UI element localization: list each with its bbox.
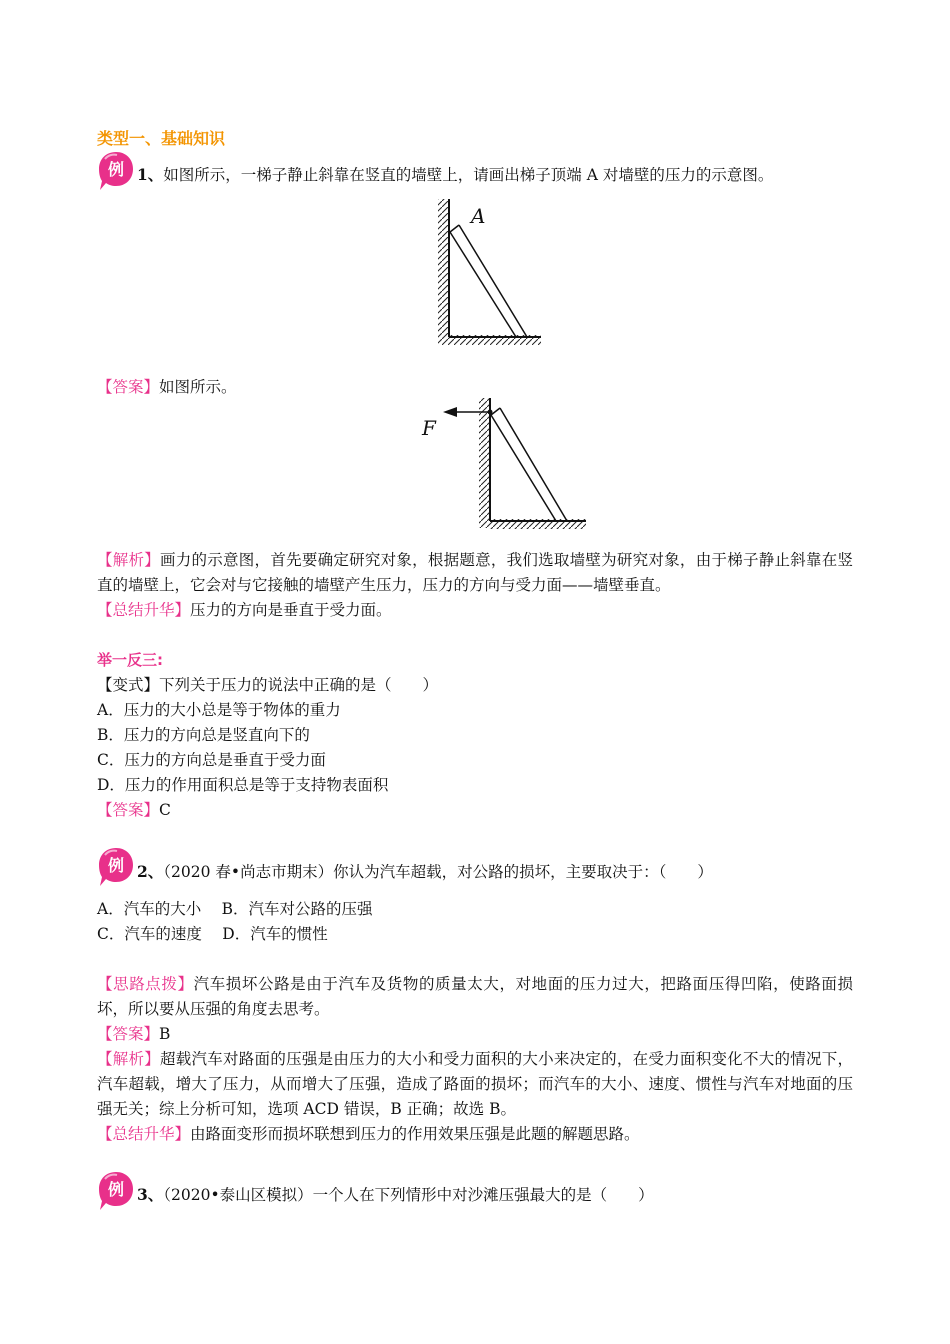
fig-label-f: F xyxy=(422,416,436,440)
q2-hint-text: 汽车损坏公路是由于汽车及货物的质量太大，对地面的压力过大，把路面压得凹陷，使路面损坏，所以要从压强的角度去思考。 xyxy=(97,975,853,1018)
q2-summary-text: 由路面变形而损坏联想到压力的作用效果压强是此题的解题思路。 xyxy=(190,1125,640,1143)
q2-stem xyxy=(137,859,713,885)
q2-hint xyxy=(97,972,853,1022)
badge-char: 例 xyxy=(107,856,125,875)
answer-tag: 【答案】 xyxy=(97,378,160,396)
example-badge-icon xyxy=(97,846,135,888)
q2-summary xyxy=(97,1122,640,1147)
answer-tag: 【答案】 xyxy=(97,1025,160,1043)
q1-answer xyxy=(97,375,237,400)
q2-text: （2020 春•尚志市期末）你认为汽车超载，对公路的损坏，主要取决于：（ ） xyxy=(163,863,713,881)
example-badge-icon xyxy=(97,1170,135,1212)
fig-label-a: A xyxy=(471,204,486,228)
summary-tag: 【总结升华】 xyxy=(97,1125,191,1143)
section-title: 类型一、基础知识 xyxy=(97,129,226,148)
variant-option-a: A．压力的大小总是等于物体的重力 xyxy=(97,701,341,719)
q2-number: 2、 xyxy=(137,862,164,881)
q1-stem xyxy=(137,162,773,188)
q1-analysis-text: 画力的示意图，首先要确定研究对象，根据题意，我们选取墙壁为研究对象，由于梯子静止斜靠在竖直的墙壁上，它会对与它接触的墙壁产生压力，压力的方向与受力面——墙壁垂直。 xyxy=(97,551,853,594)
variant-answer-text: C xyxy=(159,801,171,819)
badge-char: 例 xyxy=(107,160,125,179)
force-figure xyxy=(415,395,590,535)
variant-answer xyxy=(97,798,171,823)
q3-stem xyxy=(137,1182,654,1208)
q1-answer-text: 如图所示。 xyxy=(159,378,237,396)
variant-option-d: D．压力的作用面积总是等于支持物表面积 xyxy=(97,776,389,794)
q1-number: 1、 xyxy=(137,165,164,184)
variant-option-b: B．压力的方向总是竖直向下的 xyxy=(97,726,310,744)
example-badge-icon xyxy=(97,150,135,192)
variant-stem: 【变式】下列关于压力的说法中正确的是（ ） xyxy=(97,676,439,694)
q2-analysis-text: 超载汽车对路面的压强是由压力的大小和受力面积的大小来决定的，在受力面积变化不大的情况下，汽车超载，增大了压力，从而增大了压强，造成了路面的损坏；而汽车的大小、速度、惯性与汽车对地面的压强无关；综上分析可知，选项 ACD 错误，B 正确；故选 B。 xyxy=(97,1050,853,1118)
ladder-figure xyxy=(430,195,545,350)
q2-answer xyxy=(97,1022,170,1047)
hint-tag: 【思路点拨】 xyxy=(97,975,194,993)
summary-tag: 【总结升华】 xyxy=(97,601,191,619)
q1-summary-text: 压力的方向是垂直于受力面。 xyxy=(190,601,392,619)
analysis-tag: 【解析】 xyxy=(97,551,161,569)
variant-option-c: C．压力的方向总是垂直于受力面 xyxy=(97,751,326,769)
q3-number: 3、 xyxy=(137,1185,164,1204)
q1-text: 如图所示，一梯子静止斜靠在竖直的墙壁上，请画出梯子顶端 A 对墙壁的压力的示意图。 xyxy=(163,166,774,184)
analysis-tag: 【解析】 xyxy=(97,1050,161,1068)
q2-options-row2: C．汽车的速度 D．汽车的惯性 xyxy=(97,925,328,943)
answer-tag: 【答案】 xyxy=(97,801,160,819)
variant-heading: 举一反三: xyxy=(97,651,163,669)
q2-options-row1: A．汽车的大小 B．汽车对公路的压强 xyxy=(97,900,373,918)
badge-char: 例 xyxy=(107,1180,125,1199)
q1-summary xyxy=(97,598,392,623)
q2-analysis xyxy=(97,1047,853,1122)
q2-answer-text: B xyxy=(159,1025,171,1043)
q3-text: （2020•泰山区模拟）一个人在下列情形中对沙滩压强最大的是（ ） xyxy=(163,1186,654,1204)
q1-analysis xyxy=(97,548,853,598)
